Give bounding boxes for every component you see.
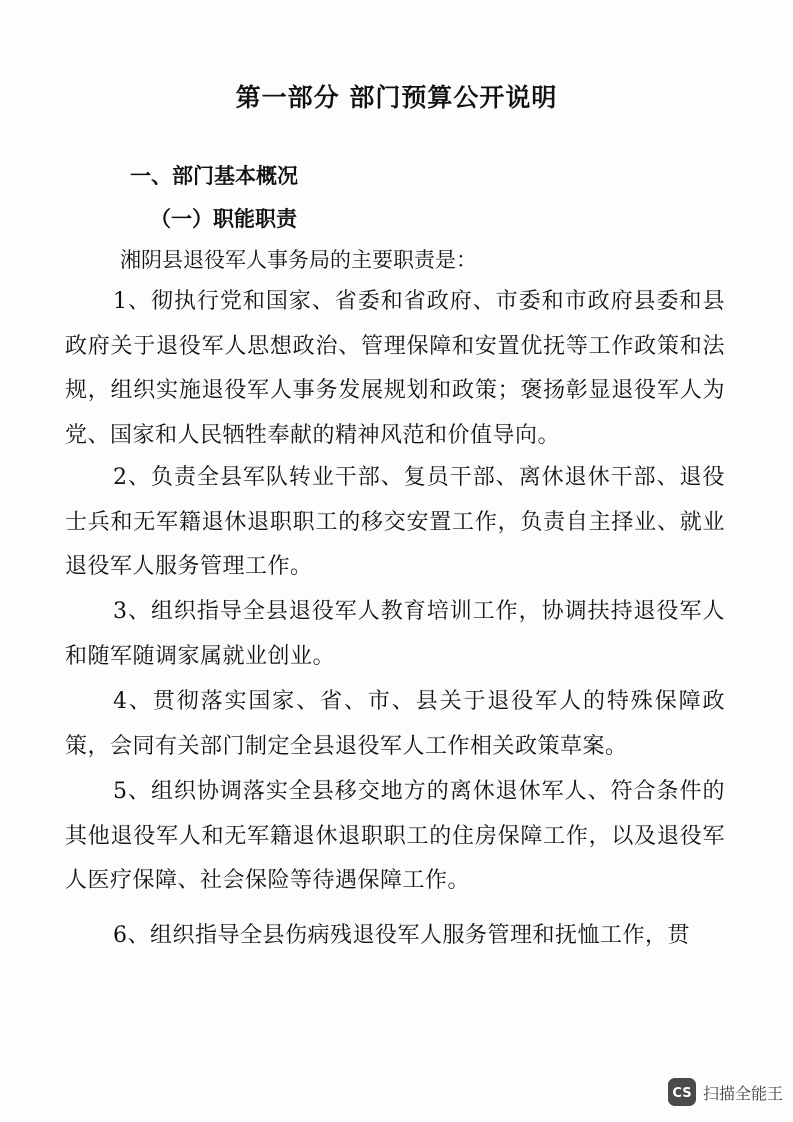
page-title: 第一部分 部门预算公开说明 <box>235 83 558 112</box>
subsection-heading: （一）职能职责 <box>150 207 297 231</box>
scanner-watermark <box>668 1078 783 1106</box>
duty-paragraph-5: 5、组织协调落实全县移交地方的离休退休军人、符合条件的其他退役军人和无军籍退休退职职工的住房保障工作，以及退役军人医疗保障、社会保险等待遇保障工作。 <box>65 779 725 893</box>
duty-paragraph-4: 4、贯彻落实国家、省、市、县关于退役军人的特殊保障政策，会同有关部门制定全县退役军人工作相关政策草案。 <box>65 689 725 759</box>
duty-paragraph-1: 1、彻执行党和国家、省委和省政府、市委和市政府县委和县政府关于退役军人思想政治、管理保障和安置优抚等工作政策和法规，组织实施退役军人事务发展规划和政策；褒扬彰显退役军人为党、国家和人民牺牲奉献的精神风范和价值导向。 <box>65 289 725 448</box>
intro-text: 湘阴县退役军人事务局的主要职责是： <box>120 248 477 272</box>
duty-paragraph-2: 2、负责全县军队转业干部、复员干部、离休退休干部、退役士兵和无军籍退休退职职工的移交安置工作，负责自主择业、就业退役军人服务管理工作。 <box>65 465 725 579</box>
section-heading: 一、部门基本概况 <box>130 164 298 188</box>
duty-paragraph-6: 6、组织指导全县伤病残退役军人服务管理和抚恤工作，贯 <box>113 923 690 948</box>
duty-paragraph-3: 3、组织指导全县退役军人教育培训工作，协调扶持退役军人和随军随调家属就业创业。 <box>65 599 725 669</box>
logo-text: CS <box>672 1086 692 1101</box>
camscanner-logo-icon <box>668 1078 696 1106</box>
watermark-app-name: 扫描全能王 <box>702 1083 783 1103</box>
